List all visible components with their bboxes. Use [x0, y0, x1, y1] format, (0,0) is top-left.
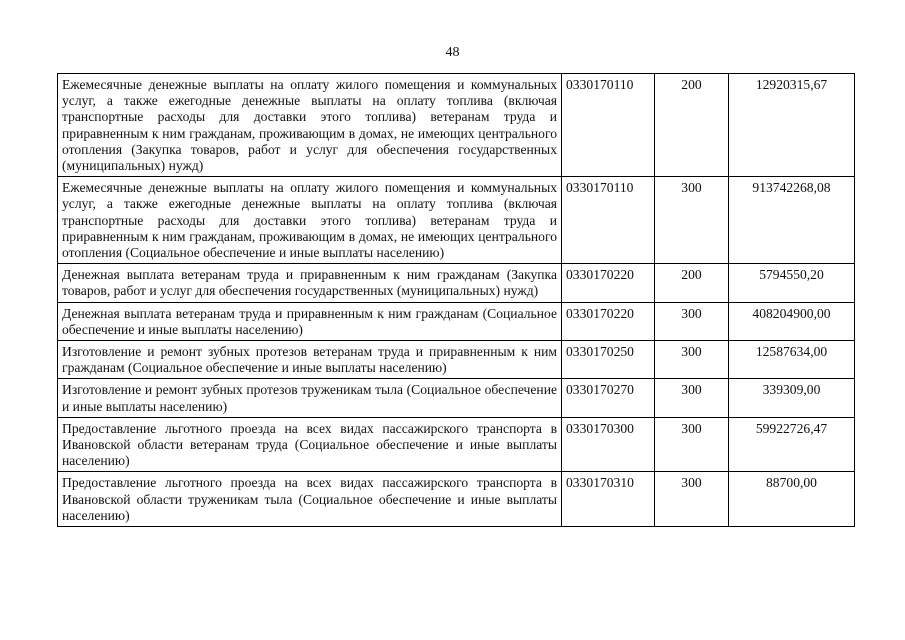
table-row — [58, 302, 855, 340]
table-row — [58, 74, 855, 177]
page-number: 48 — [445, 45, 460, 60]
target-article-code: 0330170110 — [562, 74, 655, 177]
budget-table — [57, 73, 855, 527]
target-article-code: 0330170310 — [562, 472, 655, 527]
expense-type-code: 300 — [655, 472, 729, 527]
table-row — [58, 472, 855, 527]
expense-type-code: 300 — [655, 379, 729, 417]
expense-description: Денежная выплата ветеранам труда и приравненным к ним гражданам (Социальное обеспечение и иные выплаты населению) — [58, 302, 562, 340]
expense-type-code: 200 — [655, 74, 729, 177]
amount: 12920315,67 — [729, 74, 855, 177]
expense-description: Предоставление льготного проезда на всех видах пассажирского транспорта в Ивановской области труженикам тыла (Социальное обеспечение и иные выплаты населению) — [58, 472, 562, 527]
amount: 5794550,20 — [729, 264, 855, 302]
expense-type-code: 300 — [655, 341, 729, 379]
target-article-code: 0330170110 — [562, 177, 655, 264]
expense-type-code: 200 — [655, 264, 729, 302]
expense-description: Ежемесячные денежные выплаты на оплату жилого помещения и коммунальных услуг, а также ежегодные денежные выплаты на оплату топлива (включая транспортные расходы для доставки этого топлива) ветеранам труда и приравненным к ним гражданам, проживающим в домах, не имеющих центрального отопления (Социальное обеспечение и иные выплаты населению) — [58, 177, 562, 264]
amount: 913742268,08 — [729, 177, 855, 264]
table-row — [58, 341, 855, 379]
amount: 12587634,00 — [729, 341, 855, 379]
target-article-code: 0330170270 — [562, 379, 655, 417]
expense-type-code: 300 — [655, 177, 729, 264]
target-article-code: 0330170300 — [562, 417, 655, 472]
expense-description: Изготовление и ремонт зубных протезов ветеранам труда и приравненным к ним гражданам (Социальное обеспечение и иные выплаты населению) — [58, 341, 562, 379]
table-row — [58, 379, 855, 417]
expense-description: Изготовление и ремонт зубных протезов труженикам тыла (Социальное обеспечение и иные выплаты населению) — [58, 379, 562, 417]
table-row — [58, 264, 855, 302]
amount: 88700,00 — [729, 472, 855, 527]
target-article-code: 0330170250 — [562, 341, 655, 379]
expense-description: Предоставление льготного проезда на всех видах пассажирского транспорта в Ивановской области ветеранам труда (Социальное обеспечение и иные выплаты населению) — [58, 417, 562, 472]
expense-description: Ежемесячные денежные выплаты на оплату жилого помещения и коммунальных услуг, а также ежегодные денежные выплаты на оплату топлива (включая транспортные расходы для доставки этого топлива) ветеранам труда и приравненным к ним гражданам, проживающим в домах, не имеющих центрального отопления (Закупка товаров, работ и услуг для обеспечения государственных (муниципальных) нужд) — [58, 74, 562, 177]
expense-type-code: 300 — [655, 417, 729, 472]
amount: 59922726,47 — [729, 417, 855, 472]
table-row — [58, 177, 855, 264]
target-article-code: 0330170220 — [562, 302, 655, 340]
target-article-code: 0330170220 — [562, 264, 655, 302]
table-row — [58, 417, 855, 472]
amount: 339309,00 — [729, 379, 855, 417]
amount: 408204900,00 — [729, 302, 855, 340]
expense-type-code: 300 — [655, 302, 729, 340]
expense-description: Денежная выплата ветеранам труда и приравненным к ним гражданам (Закупка товаров, работ и услуг для обеспечения государственных (муниципальных) нужд) — [58, 264, 562, 302]
